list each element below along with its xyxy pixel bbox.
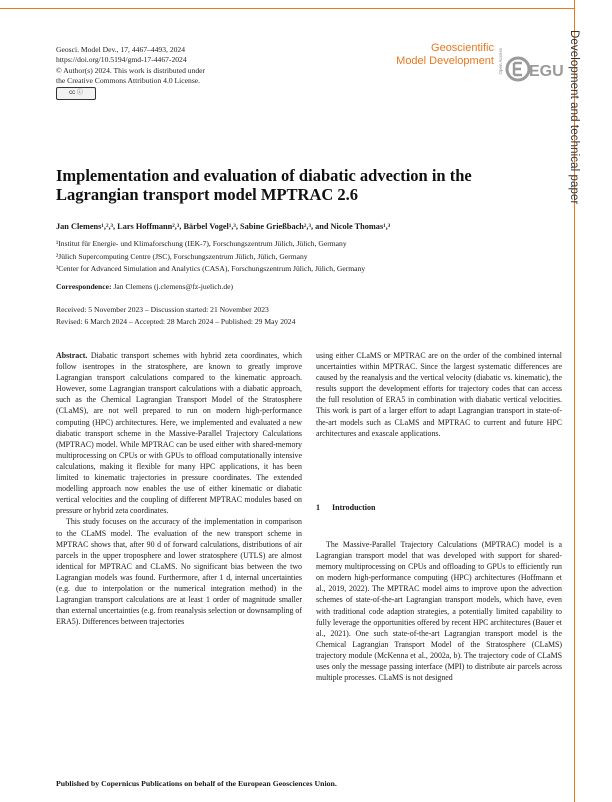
introduction-paragraph: The Massive-Parallel Trajectory Calculations (MPTRAC) model is a Lagrangian transport model that was developed with support for shared-memory multiprocessing on CPUs and offloading to GPUs to efficiently run on modern high-performance computing (HPC) architectures (Hoffmann et al., 2019, 2022). The MPTRAC model aims to improve upon the advection schemes of state-of-the-art Lagrangian transport models, which have, even with traditional code adaption strategies, a potentially limited capability to fully leverage the opportunities offered by recent HPC architectures (Bauer et al., 2021). One such state-of-the-art Lagrangian transport model is the Chemical Lagrangian Transport Model of the Stratosphere (CLaMS) trajectory module (McKenna et al., 2002a, b). The trajectory code of CLaMS uses only the message passing interface (MPI) to distribute air parcels across multiple processes. CLaMS is not designed (316, 540, 562, 683)
author-list: Jan Clemens¹,²,³, Lars Hoffmann²,³, Bärbel Vogel¹,³, Sabine Grießbach²,³, and Nicole Thomas¹,³ (56, 222, 391, 231)
top-rule (0, 8, 574, 9)
abstract-label: Abstract. (56, 351, 88, 360)
egu-logo-icon (505, 50, 564, 88)
dates-line-2: Revised: 6 March 2024 – Accepted: 28 March 2024 – Published: 29 May 2024 (56, 316, 296, 326)
section-number: 1 (316, 503, 320, 512)
abstract-paragraph-3: using either CLaMS or MPTRAC are on the order of the combined internal uncertainties within MPTRAC. Since the largest systematic differences are caused by the reanalysis and the vertical velocity (diabatic vs. kinematic), the results support the development efforts for trajectory codes that can access the full resolution of ERA5 in combination with diabatic vertical velocities. This work is part of a larger effort to adapt Lagrangian transport in state-of-the-art models such as CLaMS and MPTRAC to current and future HPC architectures and exascale applications. (316, 351, 562, 438)
correspondence-label: Correspondence: (56, 282, 112, 291)
affiliation-2: ²Jülich Supercomputing Centre (JSC), Forschungszentrum Jülich, Jülich, Germany (56, 251, 308, 261)
publication-dates (56, 304, 295, 327)
journal-name-line1: Geoscientific (431, 42, 494, 54)
side-label-text: Development and technical paper (568, 30, 580, 205)
paper-title: Implementation and evaluation of diabatic advection in the Lagrangian transport model MPTRAC 2.6 (56, 166, 472, 204)
affiliation-3: ³Center for Advanced Simulation and Analytics (CASA), Forschungszentrum Jülich, Jülich, Germany (56, 264, 366, 274)
cc-license-icon[interactable]: cc ⓘ (56, 87, 96, 100)
abstract-text-1: Diabatic transport schemes with hybrid zeta coordinates, which follow isentropes in the stratosphere, are known to greatly improve Lagrangian transport calculations compared to the kinematic approach. However, some Lagrangian transport calculations with a diabatic approach, such as the Chemical Lagrangian Transport Model of the Stratosphere (CLaMS), are not well prepared to run on modern high-performance computing (HPC) architectures. Here, we implemented and evaluated a new diabatic transport scheme in the Massive-Parallel Trajectory Calculations (MPTRAC) model. While MPTRAC can be used either with shared-memory multiprocessing on CPUs or with GPUs to offload computationally intensive calculations, making it flexible for many HPC applications, it has been limited to kinematic trajectories in pressure coordinates. The extended modelling approach now enables the use of either kinematic or diabatic vertical velocities and the coupling of different MPTRAC modules based on pressure or hybrid zeta coordinates. (56, 351, 302, 516)
open-access-label: Open Access (498, 48, 503, 75)
publisher-footer: Published by Copernicus Publications on behalf of the European Geosciences Union. (56, 779, 337, 788)
citation: Geosci. Model Dev., 17, 4467–4493, 2024 (56, 45, 186, 54)
affiliation-1: ¹Institut für Energie- und Klimaforschung (IEK-7), Forschungszentrum Jülich, Jülich, Germany (56, 239, 347, 248)
citation-header (56, 45, 205, 100)
doi-link[interactable]: https://doi.org/10.5194/gmd-17-4467-2024 (56, 55, 187, 65)
section-heading (316, 503, 375, 512)
license: the Creative Commons Attribution 4.0 License. (56, 75, 201, 85)
affiliations (56, 238, 365, 276)
egu-logo-text: EGU (529, 63, 564, 80)
abstract-continuation (316, 350, 562, 439)
side-label (568, 30, 608, 290)
journal-name-line2: Model Development (396, 55, 494, 67)
section-title: Introduction (332, 503, 376, 512)
abstract-paragraph-1 (56, 350, 302, 516)
copyright: © Author(s) 2024. This work is distributed under (56, 65, 206, 75)
dates-line-1: Received: 5 November 2023 – Discussion started: 21 November 2023 (56, 305, 269, 314)
abstract-column (56, 350, 302, 627)
abstract-paragraph-2: This study focuses on the accuracy of the implementation in comparison to the CLaMS model. The evaluation of the new transport scheme in MPTRAC shows that, after 90 d of forward calculations, distributions of air parcels in the upper troposphere and lower stratosphere (UTLS) are almost identical for MPTRAC and CLaMS. No significant bias between the two Lagrangian models was found. Furthermore, after 1 d, internal uncertainties (e.g. due to interpolation or the numerical integration method) in the Lagrangian transport calculations are at least 1 order of magnitude smaller than external uncertainties (e.g. from reanalysis selection or downsampling of ERA5). Differences between trajectories (56, 517, 302, 627)
correspondence-email[interactable]: Jan Clemens (j.clemens@fz-juelich.de) (113, 282, 234, 291)
introduction-column (316, 539, 562, 683)
correspondence (56, 282, 233, 291)
journal-logo (394, 42, 494, 68)
